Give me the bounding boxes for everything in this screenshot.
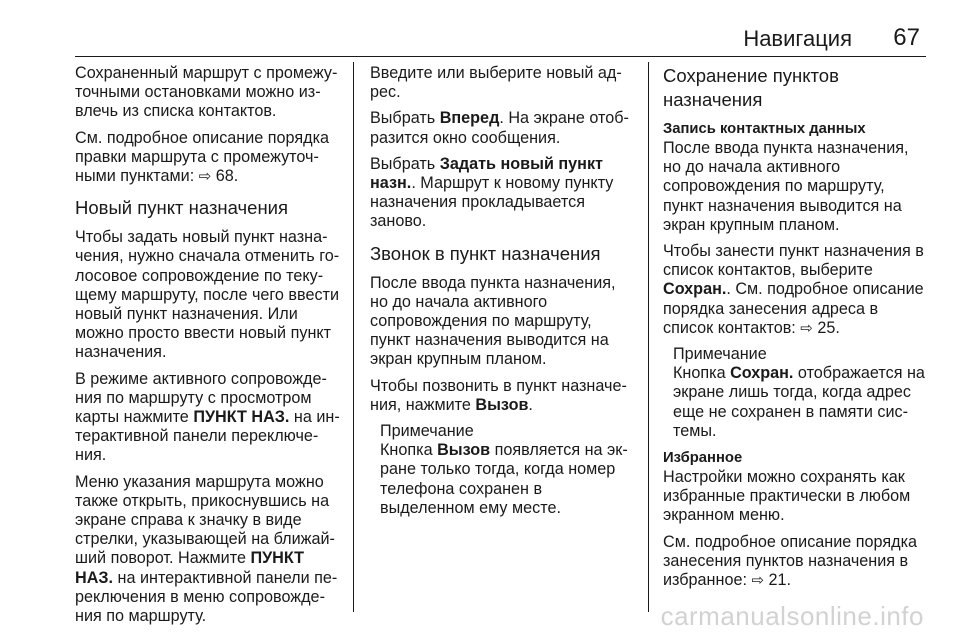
page-reference[interactable]: 21. bbox=[764, 571, 792, 590]
paragraph-text: . bbox=[528, 395, 533, 414]
arrow-ref-icon: ⇨ bbox=[800, 319, 813, 337]
paragraph-text: . Маршрут к новому пункту назначения прокладывается заново. bbox=[370, 174, 614, 231]
paragraph: Чтобы задать новый пункт назначения, нужно сначала отменить голосовое сопровождение по текущему маршруту, после чего ввести новый пункт назначения. Или можно просто ввести новый пункт назначения. bbox=[75, 228, 340, 362]
paragraph-text: Чтобы занести пункт назначения в список контактов, выберите bbox=[663, 242, 924, 280]
section-heading: Звонок в пункт назначения bbox=[370, 242, 601, 264]
note-title: Примечание bbox=[380, 422, 474, 441]
button-name: Вперед bbox=[439, 109, 500, 128]
subsection-heading: Избранное bbox=[663, 450, 743, 467]
paragraph bbox=[663, 533, 928, 591]
column-3 bbox=[663, 64, 928, 597]
paragraph: После ввода пункта назначения, но до начала активного сопровождения по маршруту, пункт назначения выводится на экран крупным планом. bbox=[663, 139, 909, 234]
paragraph bbox=[75, 129, 340, 187]
column-2 bbox=[370, 64, 635, 526]
paragraph-text: . На экране отобразится окно сообщения. bbox=[370, 109, 629, 147]
paragraph-text: Выбрать bbox=[370, 109, 440, 128]
paragraph-text: появляется на экране только тогда, когда номер телефона сохранен в выделенном ему месте. bbox=[380, 441, 628, 517]
button-name: Задать новый пункт назн. bbox=[370, 154, 603, 193]
section-title: Навигация bbox=[743, 26, 852, 51]
page-header bbox=[0, 0, 960, 56]
paragraph bbox=[663, 242, 928, 338]
page-number: 67 bbox=[893, 24, 920, 51]
button-name: Вызов bbox=[475, 395, 529, 414]
column-divider bbox=[648, 62, 649, 612]
column-divider bbox=[353, 62, 354, 612]
paragraph-text: Кнопка bbox=[380, 441, 438, 460]
header-divider bbox=[75, 56, 926, 57]
paragraph-text: Меню указания маршрута можно также открыть, прикоснувшись на экране справа к значку в виде стрелки, указывающей на ближайший поворот. Нажмите bbox=[75, 472, 335, 568]
paragraph: Настройки можно сохранять как избранные практически в любом экранном меню. bbox=[663, 468, 911, 525]
paragraph-text: См. подробное описание порядка занесения пунктов назначения в избранное: bbox=[663, 532, 918, 590]
paragraph bbox=[370, 155, 635, 232]
paragraph-text: В режиме активного сопровождения по маршруту с просмотром карты нажмите bbox=[75, 369, 327, 427]
button-name: Вызов bbox=[437, 441, 491, 460]
subsection-heading: Запись контактных данных bbox=[663, 121, 866, 137]
paragraph-text: Чтобы позвонить в пункт назначения, нажмите bbox=[370, 376, 627, 414]
note-text bbox=[673, 364, 928, 441]
button-name: Сохран. bbox=[730, 364, 794, 383]
paragraph bbox=[370, 377, 635, 415]
paragraph bbox=[370, 109, 635, 147]
watermark: carmanualsonline.info bbox=[660, 601, 924, 631]
button-name: Сохран. bbox=[663, 280, 727, 299]
note-title: Примечание bbox=[673, 345, 767, 364]
paragraph: После ввода пункта назначения, но до начала активного сопровождения по маршруту, пункт назначения выводится на экран крупным планом. bbox=[370, 273, 616, 369]
paragraph-text: Кнопка bbox=[673, 364, 731, 383]
page-reference[interactable]: 25. bbox=[812, 318, 840, 337]
section-heading: Сохранение пунктов назначения bbox=[663, 65, 839, 110]
column-1 bbox=[75, 64, 340, 633]
paragraph: Введите или выберите новый адрес. bbox=[370, 64, 622, 102]
arrow-ref-icon: ⇨ bbox=[751, 572, 765, 590]
paragraph-text: на интерактивной панели переключения. bbox=[75, 408, 340, 465]
arrow-ref-icon: ⇨ bbox=[198, 168, 212, 186]
button-name: ПУНКТ НАЗ. bbox=[75, 549, 305, 587]
note-box bbox=[673, 345, 928, 441]
paragraph: Сохраненный маршрут с промежуточными остановками можно извлечь из списка контактов. bbox=[75, 64, 338, 121]
note-text bbox=[380, 441, 635, 518]
paragraph bbox=[75, 370, 340, 466]
paragraph-text: См. подробное описание порядка правки маршрута с промежуточными пунктами: bbox=[75, 128, 330, 186]
paragraph-text: Выбрать bbox=[370, 154, 440, 173]
button-name: ПУНКТ НАЗ. bbox=[193, 408, 290, 427]
note-box bbox=[380, 422, 635, 518]
paragraph-text: отображается на экране лишь тогда, когда адрес еще не сохранен в памяти системы. bbox=[673, 364, 925, 440]
paragraph bbox=[75, 473, 340, 627]
section-heading: Новый пункт назначения bbox=[75, 197, 289, 219]
paragraph-text: на интерактивной панели переключения в меню сопровождения по маршруту. bbox=[75, 568, 338, 626]
page-reference[interactable]: 68. bbox=[211, 167, 239, 186]
paragraph-text: . См. подробное описание порядка занесения адреса в список контактов: bbox=[663, 280, 924, 337]
